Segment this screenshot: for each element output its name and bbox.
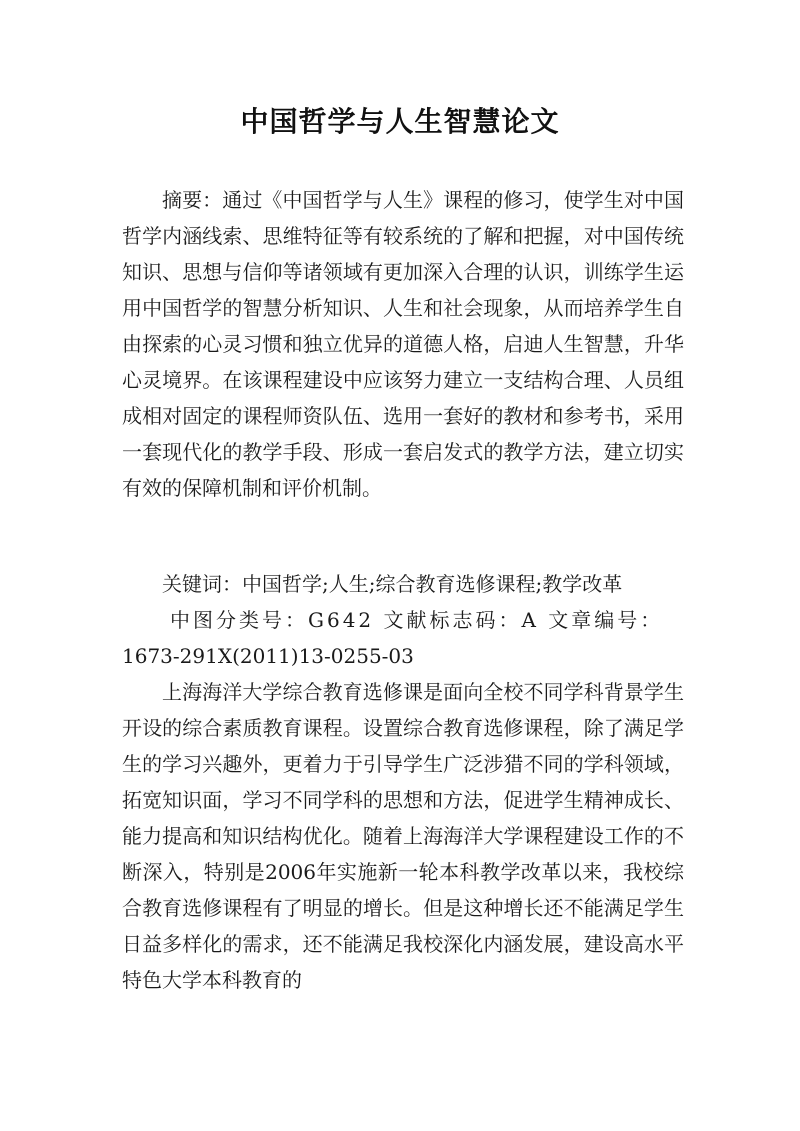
- intro-paragraph: 上海海洋大学综合教育选修课是面向全校不同学科背景学生开设的综合素质教育课程。设置综合教育选修课程，除了满足学生的学习兴趣外，更着力于引导学生广泛涉猎不同的学科领域，拓宽知识面，学习不同学科的思想和方法，促进学生精神成长、能力提高和知识结构优化。随着上海海洋大学课程建设工作的不断深入，特别是2006年实施新一轮本科教学改革以来，我校综合教育选修课程有了明显的增长。但是这种增长还不能满足学生日益多样化的需求，还不能满足我校深化内涵发展，建设高水平特色大学本科教育的: [122, 680, 684, 992]
- document-title: 中国哲学与人生智慧论文: [240, 105, 560, 138]
- abstract-paragraph: 摘要：通过《中国哲学与人生》课程的修习，使学生对中国哲学内涵线索、思维特征等有较系统的了解和把握，对中国传统知识、思想与信仰等诸领域有更加深入合理的认识，训练学生运用中国哲学的智慧分析知识、人生和社会现象，从而培养学生自由探索的心灵习惯和独立优异的道德人格，启迪人生智慧，升华心灵境界。在该课程建设中应该努力建立一支结构合理、人员组成相对固定的课程师资队伍、选用一套好的教材和参考书，采用一套现代化的教学手段、形成一套启发式的教学方法，建立切实有效的保障机制和评价机制。: [122, 188, 684, 500]
- article-number: 1673-291X(2011)13-0255-03: [122, 644, 414, 668]
- classification-line: 中图分类号：G642 文献标志码：A 文章编号：: [170, 608, 664, 632]
- keywords-line: 关键词：中国哲学;人生;综合教育选修课程;教学改革: [162, 572, 623, 596]
